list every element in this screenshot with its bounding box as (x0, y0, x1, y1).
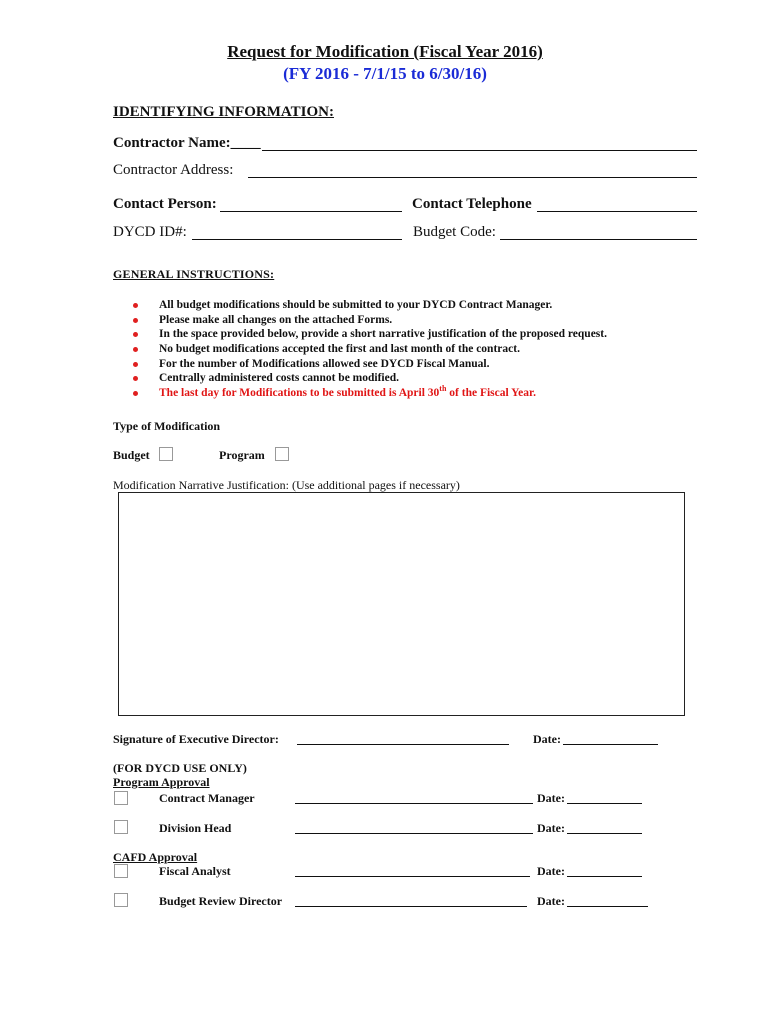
dycd-id-field[interactable] (192, 239, 402, 240)
program-approval-heading: Program Approval (113, 775, 210, 789)
fiscal-analyst-checkbox[interactable] (114, 864, 128, 878)
division-head-date-label: Date: (537, 821, 565, 835)
contract-manager-date-field[interactable] (567, 803, 642, 804)
list-item: Please make all changes on the attached Forms. (113, 313, 713, 328)
bullet-icon (133, 362, 138, 367)
exec-signature-field[interactable] (297, 744, 509, 745)
contractor-name-field[interactable] (262, 150, 697, 151)
fiscal-analyst-label: Fiscal Analyst (159, 864, 231, 878)
budget-checkbox[interactable] (159, 447, 173, 461)
dycd-use-only-label: (FOR DYCD USE ONLY) (113, 761, 247, 775)
exec-date-field[interactable] (563, 744, 658, 745)
contact-person-label: Contact Person: (113, 196, 217, 212)
fiscal-analyst-date-field[interactable] (567, 876, 642, 877)
budget-code-label: Budget Code: (413, 224, 496, 240)
contractor-address-field[interactable] (248, 177, 697, 178)
type-of-modification-label: Type of Modification (113, 419, 221, 433)
bullet-icon (133, 303, 138, 308)
contractor-address-label: Contractor Address: (113, 162, 234, 178)
identifying-heading: IDENTIFYING INFORMATION: (113, 104, 334, 120)
division-head-label: Division Head (159, 821, 232, 835)
instructions-heading: GENERAL INSTRUCTIONS: (113, 267, 275, 281)
exec-signature-label: Signature of Executive Director: (113, 732, 279, 746)
budget-code-field[interactable] (500, 239, 697, 240)
bullet-icon (133, 318, 138, 323)
program-label: Program (219, 448, 265, 462)
bullet-icon (133, 347, 138, 352)
division-head-signature-field[interactable] (295, 833, 533, 834)
bullet-icon (133, 376, 138, 381)
fiscal-analyst-signature-field[interactable] (295, 876, 530, 877)
page-title: Request for Modification (Fiscal Year 2016) (227, 42, 543, 61)
budget-review-director-signature-field[interactable] (295, 906, 527, 907)
contract-manager-label: Contract Manager (159, 791, 255, 805)
contract-manager-date-label: Date: (537, 791, 565, 805)
contact-telephone-label: Contact Telephone (412, 196, 532, 212)
list-item: No budget modifications accepted the first and last month of the contract. (113, 342, 713, 357)
page-subtitle: (FY 2016 - 7/1/15 to 6/30/16) (283, 64, 487, 83)
budget-review-director-label: Budget Review Director (159, 894, 283, 908)
contact-telephone-field[interactable] (537, 211, 697, 212)
narrative-label: Modification Narrative Justification: (Use additional pages if necessary) (113, 478, 460, 492)
list-item-deadline: The last day for Modifications to be submitted is April 30th of the Fiscal Year. (113, 386, 713, 401)
budget-review-director-checkbox[interactable] (114, 893, 128, 907)
program-checkbox[interactable] (275, 447, 289, 461)
cafd-approval-heading: CAFD Approval (113, 850, 198, 864)
budget-review-director-date-field[interactable] (567, 906, 648, 907)
list-item: Centrally administered costs cannot be modified. (113, 371, 713, 386)
contact-person-field[interactable] (220, 211, 402, 212)
fiscal-analyst-date-label: Date: (537, 864, 565, 878)
list-item: All budget modifications should be submitted to your DYCD Contract Manager. (113, 298, 713, 313)
bullet-icon (133, 391, 138, 396)
bullet-icon (133, 332, 138, 337)
division-head-checkbox[interactable] (114, 820, 128, 834)
contract-manager-signature-field[interactable] (295, 803, 533, 804)
dycd-id-label: DYCD ID#: (113, 224, 187, 240)
division-head-date-field[interactable] (567, 833, 642, 834)
budget-review-director-date-label: Date: (537, 894, 565, 908)
instructions-list (113, 298, 713, 401)
budget-label: Budget (113, 448, 150, 462)
list-item: For the number of Modifications allowed see DYCD Fiscal Manual. (113, 357, 713, 372)
contractor-name-label: Contractor Name:____ (113, 135, 261, 151)
contract-manager-checkbox[interactable] (114, 791, 128, 805)
list-item: In the space provided below, provide a short narrative justification of the proposed request. (113, 327, 713, 342)
narrative-textarea[interactable] (118, 492, 685, 716)
exec-date-label: Date: (533, 732, 561, 746)
